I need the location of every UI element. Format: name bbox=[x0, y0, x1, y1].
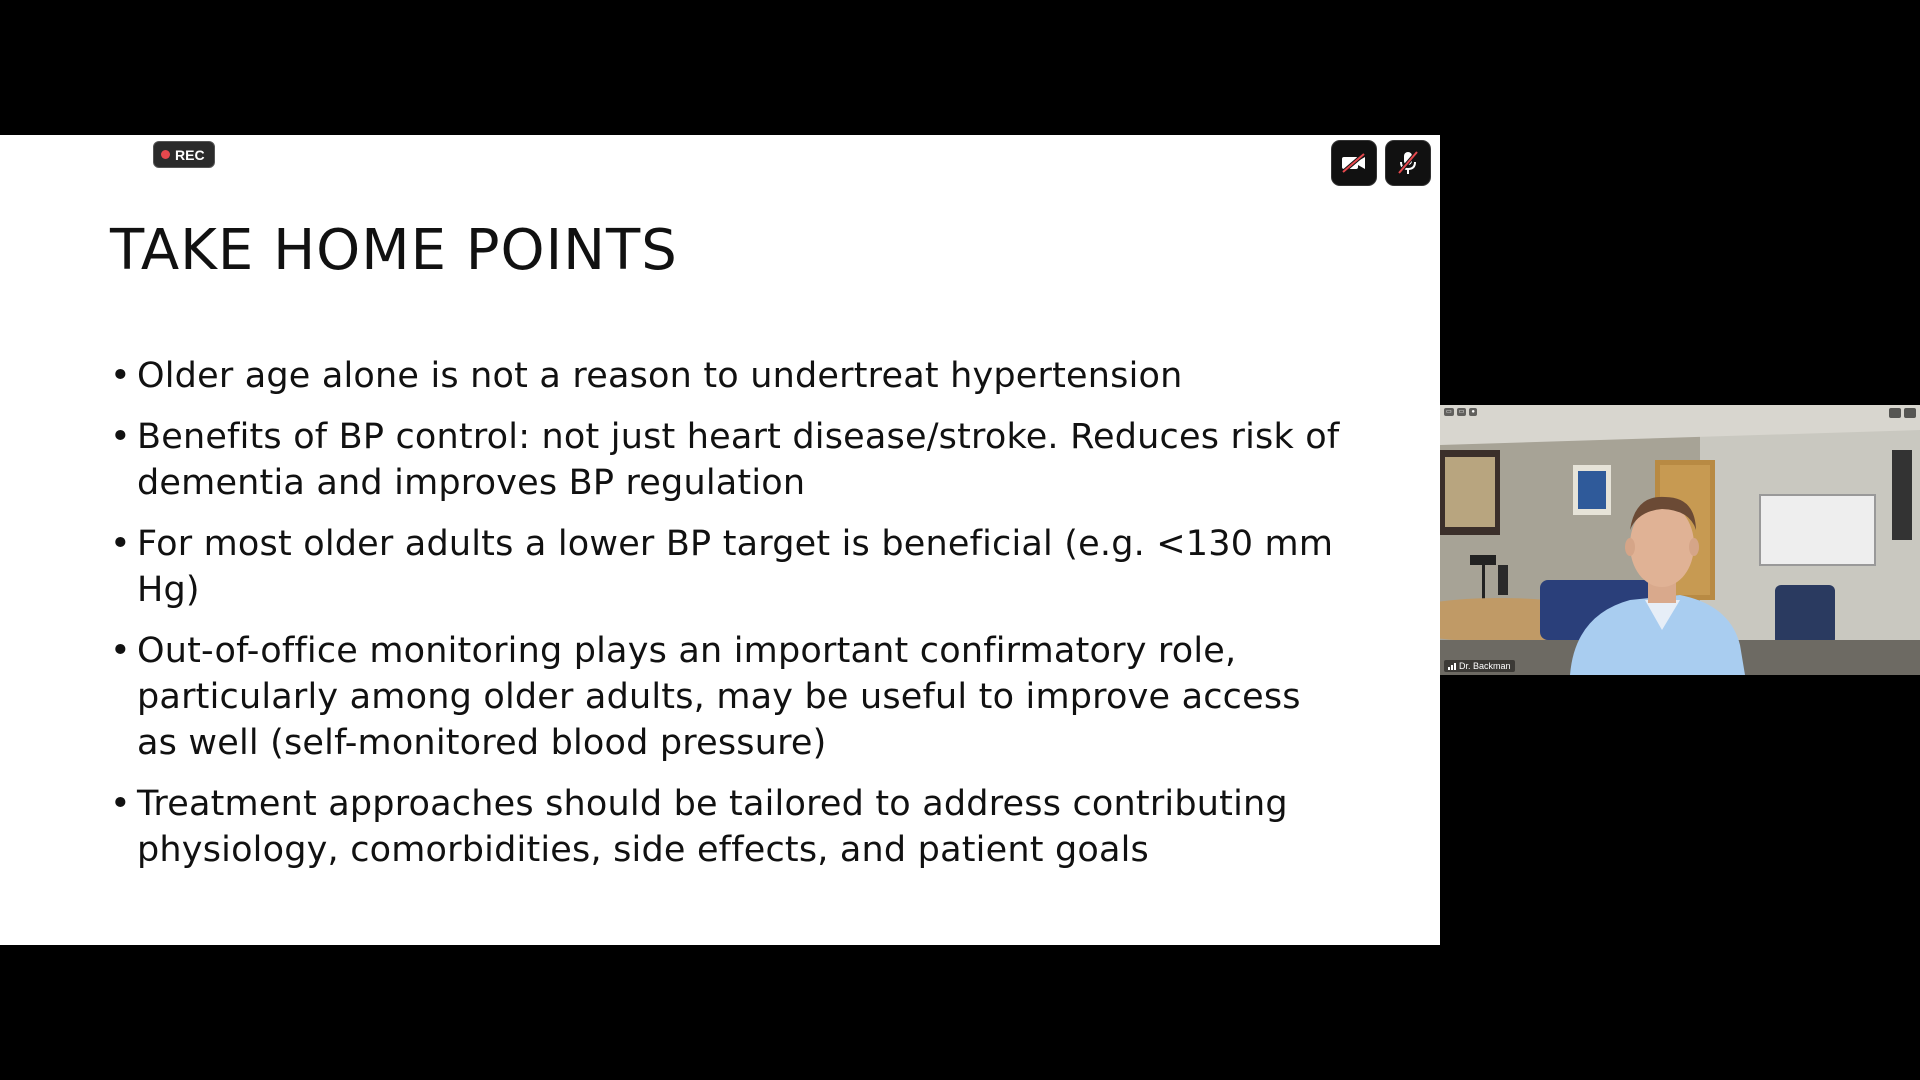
video-off-icon bbox=[1340, 152, 1368, 174]
bullet-point: • Older age alone is not a reason to undertreat hypertension bbox=[110, 353, 1350, 399]
take-home-list bbox=[110, 353, 1350, 888]
share-status-icon: ▭ bbox=[1458, 409, 1465, 415]
participant-video-feed bbox=[1440, 405, 1920, 675]
record-dot-icon bbox=[161, 150, 170, 159]
tile-status-icons bbox=[1444, 408, 1477, 416]
mic-off-icon[interactable] bbox=[1904, 408, 1916, 418]
recording-label: REC bbox=[175, 146, 205, 163]
slide-title: TAKE HOME POINTS bbox=[110, 218, 678, 283]
tile-controls[interactable] bbox=[1889, 408, 1916, 418]
mic-off-icon bbox=[1396, 150, 1420, 176]
participant-name: Dr. Backman bbox=[1459, 661, 1511, 671]
bullet-point: • Benefits of BP control: not just heart disease/stroke. Reduces risk of dementia and improves BP regulation bbox=[110, 414, 1350, 506]
bullet-point: • For most older adults a lower BP target is beneficial (e.g. <130 mm Hg) bbox=[110, 521, 1350, 613]
recording-badge[interactable] bbox=[153, 141, 215, 168]
rec-status-icon: ● bbox=[1471, 409, 1475, 415]
stop-video-button[interactable] bbox=[1332, 141, 1376, 185]
bullet-point: • Treatment approaches should be tailored to address contributing physiology, comorbidities, side effects, and patient goals bbox=[110, 781, 1350, 873]
signal-strength-icon bbox=[1448, 663, 1456, 670]
participant-name-label bbox=[1444, 660, 1515, 672]
participant-video-tile[interactable] bbox=[1440, 405, 1920, 675]
video-status-icon: ▭ bbox=[1446, 409, 1452, 415]
video-off-icon[interactable] bbox=[1889, 408, 1901, 418]
mute-button[interactable] bbox=[1386, 141, 1430, 185]
bullet-point: • Out-of-office monitoring plays an important confirmatory role, particularly among older adults, may be useful to improve access as well (self-monitored blood pressure) bbox=[110, 628, 1350, 766]
